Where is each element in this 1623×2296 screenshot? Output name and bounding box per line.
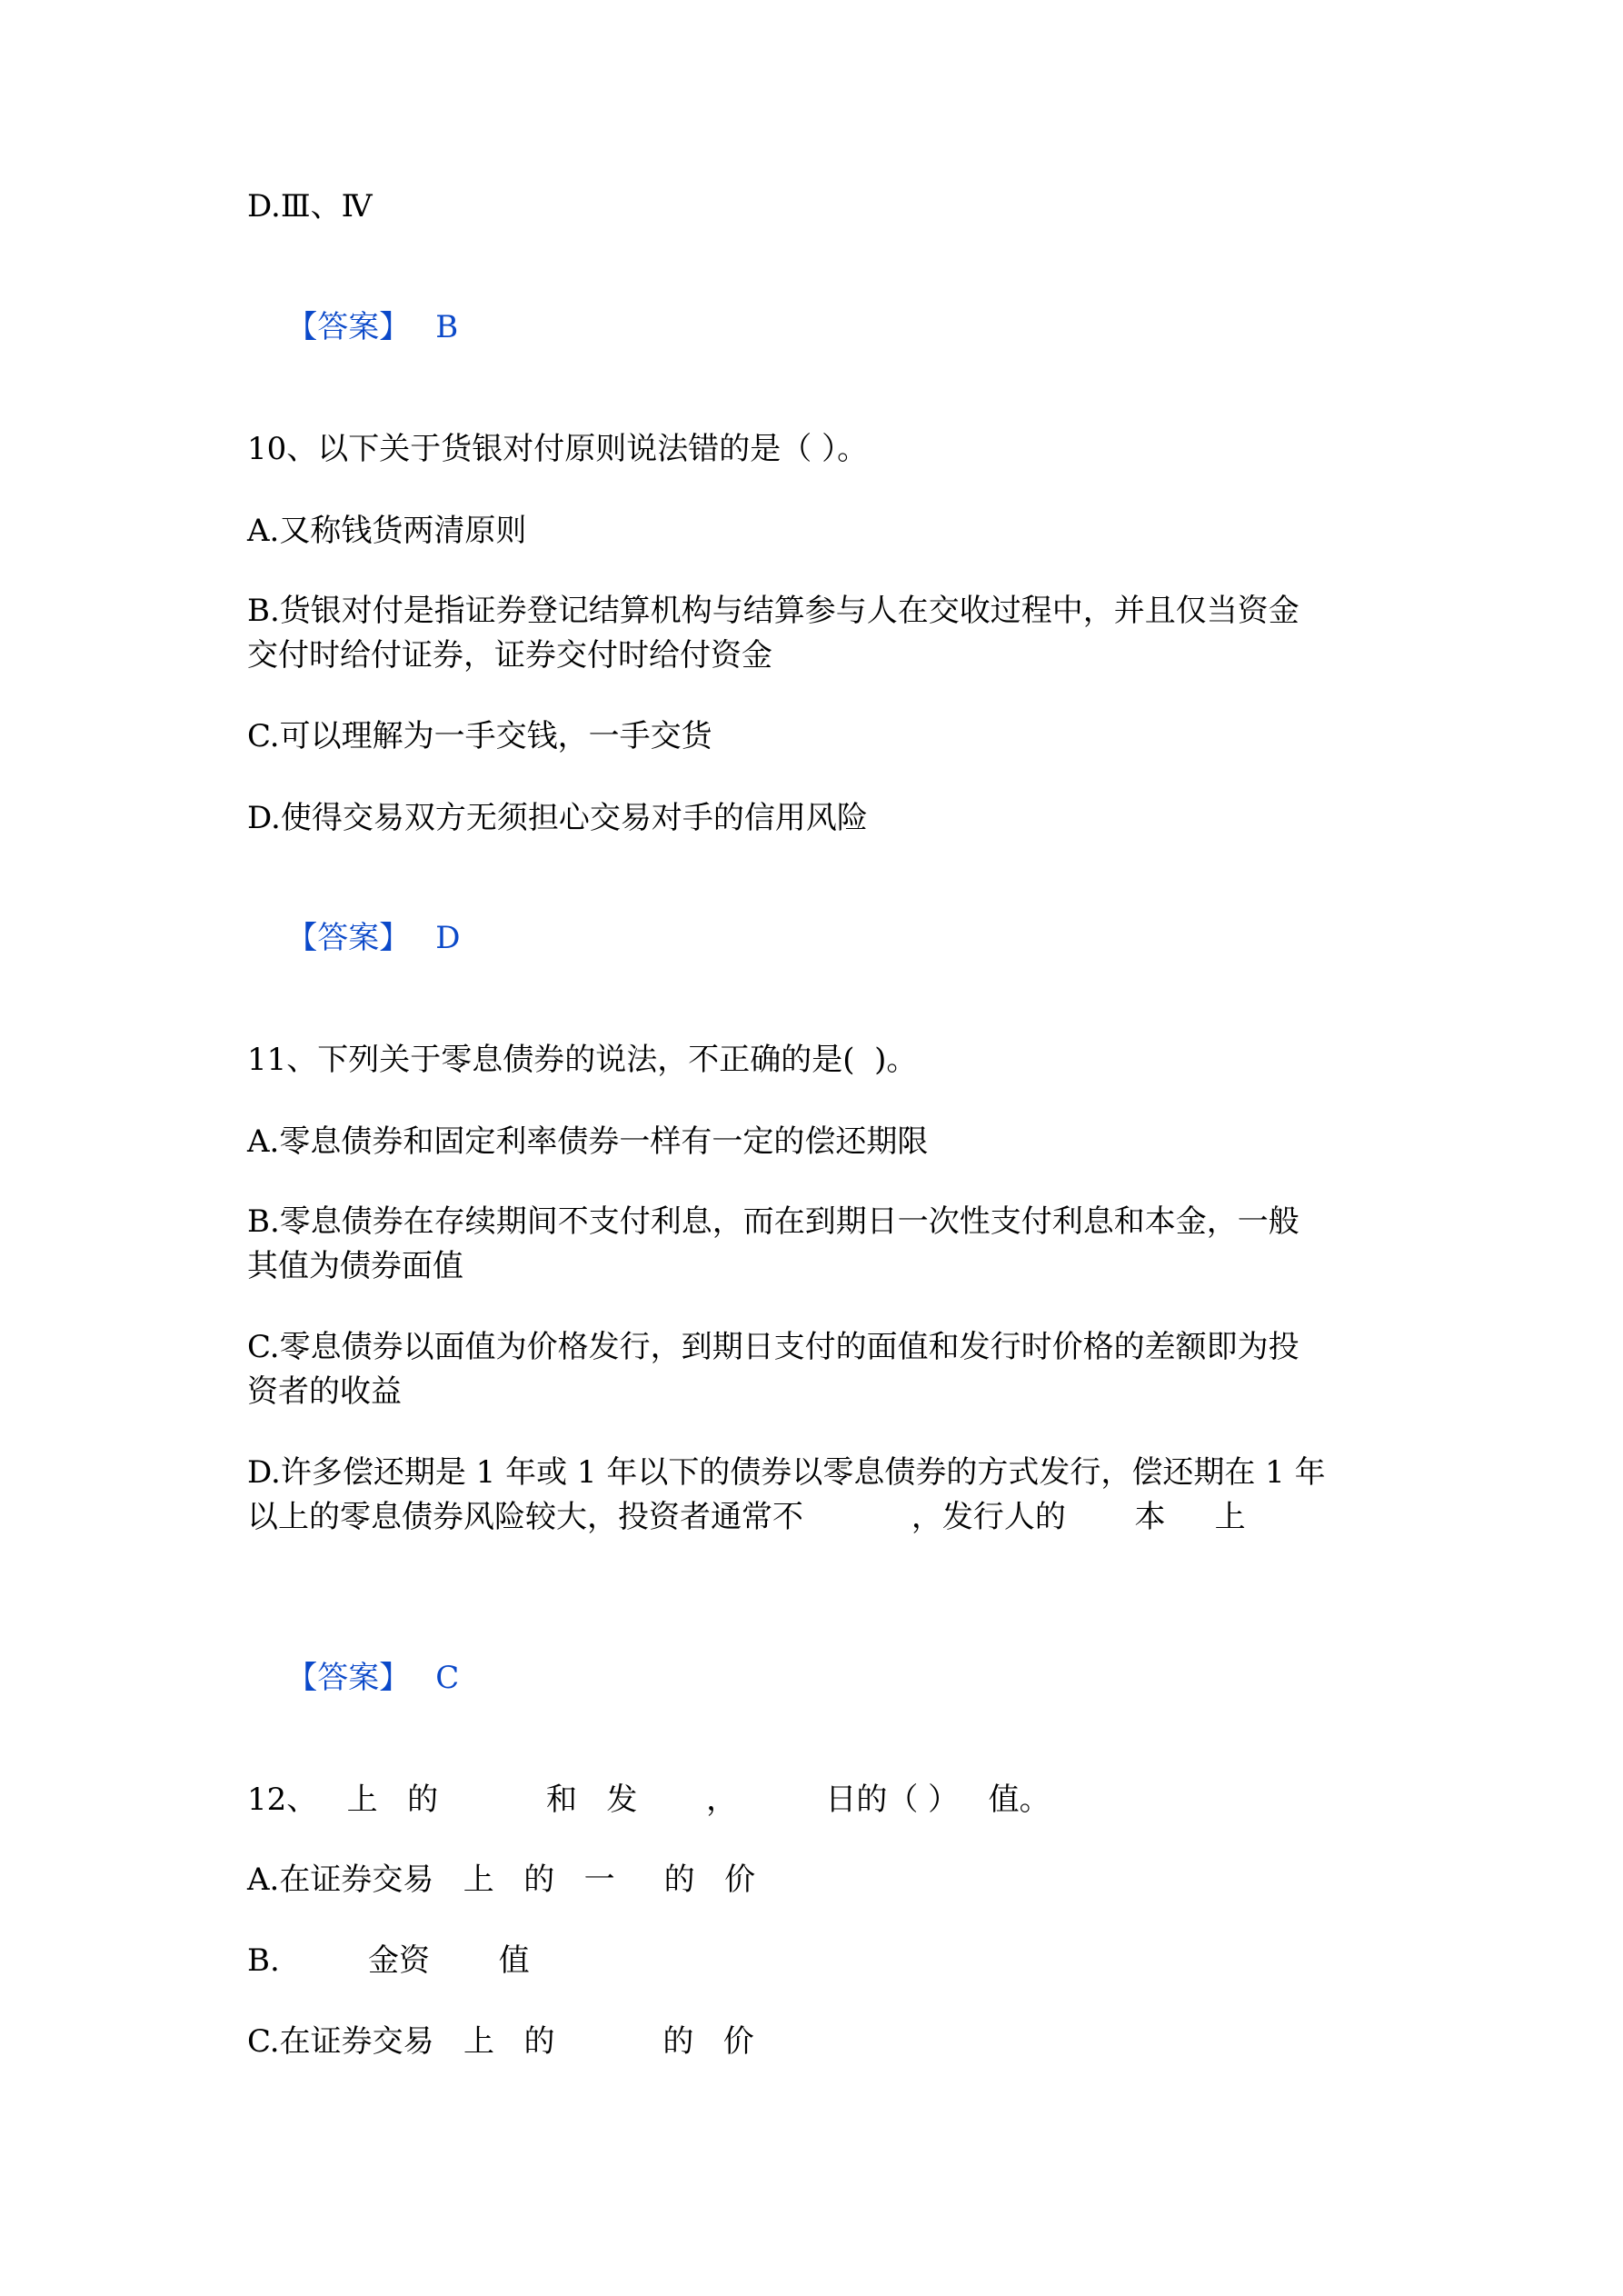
answer-value: D: [435, 920, 461, 956]
q9-option-d: D.Ⅲ、Ⅳ: [247, 188, 373, 225]
q12-option-a: A.在证券交易 上 的 一 的 价: [247, 1862, 756, 1898]
answer-tag: 【答案】: [286, 920, 411, 956]
q12-option-b: B. 金资 值: [247, 1942, 530, 1979]
q11-option-a: A.零息债券和固定利率债券一样有一定的偿还期限: [247, 1123, 929, 1160]
q11-option-b-line2: 其值为债券面值: [247, 1248, 463, 1284]
q9-answer: [247, 267, 458, 387]
answer-tag: 【答案】: [286, 1660, 411, 1696]
q10-option-d: D.使得交易双方无须担心交易对手的信用风险: [247, 800, 868, 836]
q12-option-c: C.在证券交易 上 的 的 价: [247, 2023, 754, 2060]
q11-option-d-line1: D.许多偿还期是 1 年或 1 年以下的债券以零息债券的方式发行，偿还期在 1 年: [247, 1454, 1326, 1491]
q12-stem: 12、 上 的 和 发 ， 日的（ ） 值。: [247, 1782, 1050, 1818]
q11-option-d-line2: 以上的零息债券风险较大，投资者通常不 ，发行人的 本 上: [247, 1499, 1246, 1535]
q11-option-b-line1: B.零息债券在存续期间不支付利息，而在到期日一次性支付利息和本金，一般: [247, 1203, 1299, 1240]
q10-option-b-line1: B.货银对付是指证券登记结算机构与结算参与人在交收过程中，并且仅当资金: [247, 593, 1299, 629]
q10-stem: 10、以下关于货银对付原则说法错的是（ ）。: [247, 431, 869, 467]
q10-option-a: A.又称钱货两清原则: [247, 513, 527, 549]
answer-value: C: [435, 1660, 460, 1696]
q10-option-c: C.可以理解为一手交钱，一手交货: [247, 718, 712, 754]
q11-stem: 11、下列关于零息债券的说法，不正确的是( )。: [247, 1042, 918, 1078]
q10-option-b-line2: 交付时给付证券，证券交付时给付资金: [247, 637, 772, 674]
q11-answer: [247, 1618, 459, 1738]
q10-answer: [247, 878, 461, 998]
answer-value: B: [435, 309, 459, 345]
answer-tag: 【答案】: [286, 309, 411, 345]
q11-option-c-line1: C.零息债券以面值为价格发行，到期日支付的面值和发行时价格的差额即为投: [247, 1329, 1299, 1365]
q11-option-c-line2: 资者的收益: [247, 1373, 402, 1410]
